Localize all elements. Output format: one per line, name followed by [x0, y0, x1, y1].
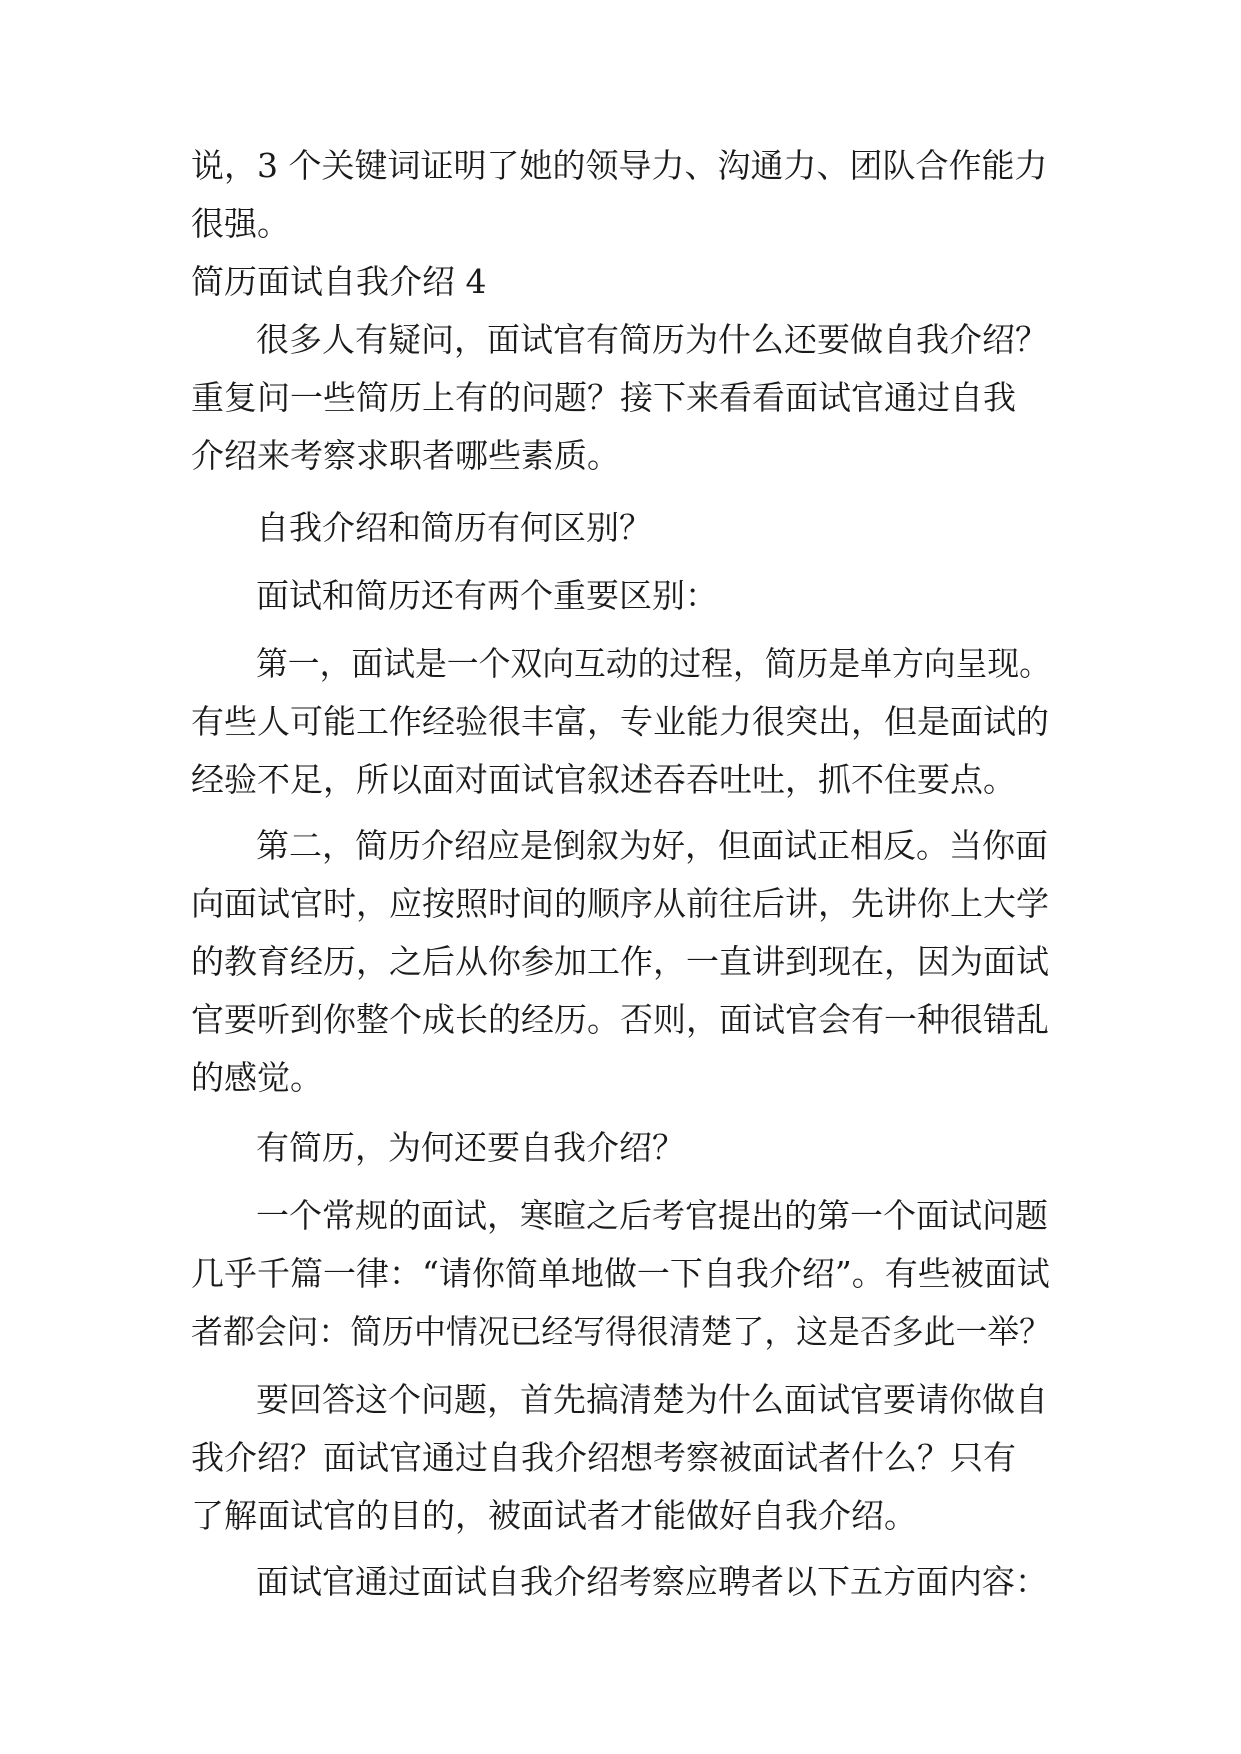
text-line-content: 我介绍？面试官通过自我介绍想考察被面试者什么？只有: [191, 1438, 1016, 1477]
text-line-content: 第一，面试是一个双向互动的过程，简历是单方向呈现。: [256, 644, 1051, 683]
text-line-content: 向面试官时，应按照时间的顺序从前往后讲，先讲你上大学: [191, 884, 1049, 923]
text-line-content: 几乎千篇一律：“请你简单地做一下自我介绍”。有些被面试: [191, 1254, 1050, 1293]
text-line-content: 面试和简历还有两个重要区别：: [256, 576, 718, 615]
text-line-content: 经验不足，所以面对面试官叙述吞吞吐吐，抓不住要点。: [191, 760, 1016, 799]
text-line-content: 有简历，为何还要自我介绍？: [256, 1128, 685, 1167]
text-line-content: 的教育经历，之后从你参加工作，一直讲到现在，因为面试: [191, 942, 1049, 981]
text-line-content: 很强。: [191, 204, 290, 243]
text-line-content: 要回答这个问题，首先搞清楚为什么面试官要请你做自: [256, 1380, 1048, 1419]
text-line-content: 重复问一些简历上有的问题？接下来看看面试官通过自我: [191, 378, 1016, 417]
text-line: [0, 310, 1241, 370]
text-line: [0, 1428, 1241, 1488]
text-line-content: 一个常规的面试，寒暄之后考官提出的第一个面试问题: [256, 1196, 1048, 1235]
text-line: [0, 136, 1241, 196]
text-line: [0, 750, 1241, 810]
text-line: [0, 634, 1241, 694]
text-line: [0, 1486, 1241, 1546]
text-line-content: 者都会问：简历中情况已经写得很清楚了，这是否多此一举？: [191, 1312, 1051, 1351]
text-line: [0, 692, 1241, 752]
text-line: [0, 1118, 1241, 1178]
text-line: [0, 932, 1241, 992]
text-line-content: 官要听到你整个成长的经历。否则，面试官会有一种很错乱: [191, 1000, 1049, 1039]
text-line: [0, 1552, 1241, 1612]
text-line: [0, 816, 1241, 876]
text-line-content: 自我介绍和简历有何区别？: [256, 508, 652, 547]
text-line: [0, 566, 1241, 626]
text-line: [0, 1244, 1241, 1304]
text-line-content: 有些人可能工作经验很丰富，专业能力很突出，但是面试的: [191, 702, 1049, 741]
text-line: [0, 990, 1241, 1050]
text-line-content: 很多人有疑问，面试官有简历为什么还要做自我介绍？: [256, 320, 1048, 359]
text-line-content: 介绍来考察求职者哪些素质。: [191, 436, 620, 475]
text-line-content: 的感觉。: [191, 1058, 323, 1097]
section-heading: [0, 252, 1241, 312]
text-line-content: 说，3 个关键词证明了她的领导力、沟通力、团队合作能力: [191, 146, 1048, 185]
text-line: [0, 874, 1241, 934]
text-line-content: 了解面试官的目的，被面试者才能做好自我介绍。: [191, 1496, 917, 1535]
text-line: [0, 426, 1241, 486]
text-line: [0, 368, 1241, 428]
text-line-content: 面试官通过面试自我介绍考察应聘者以下五方面内容：: [256, 1562, 1048, 1601]
text-line: [0, 498, 1241, 558]
text-line-content: 第二，简历介绍应是倒叙为好，但面试正相反。当你面: [256, 826, 1048, 865]
text-line: [0, 194, 1241, 254]
text-line: [0, 1048, 1241, 1108]
section-heading-text: 简历面试自我介绍 4: [191, 262, 487, 301]
text-line: [0, 1302, 1241, 1362]
text-line: [0, 1370, 1241, 1430]
text-line: [0, 1186, 1241, 1246]
